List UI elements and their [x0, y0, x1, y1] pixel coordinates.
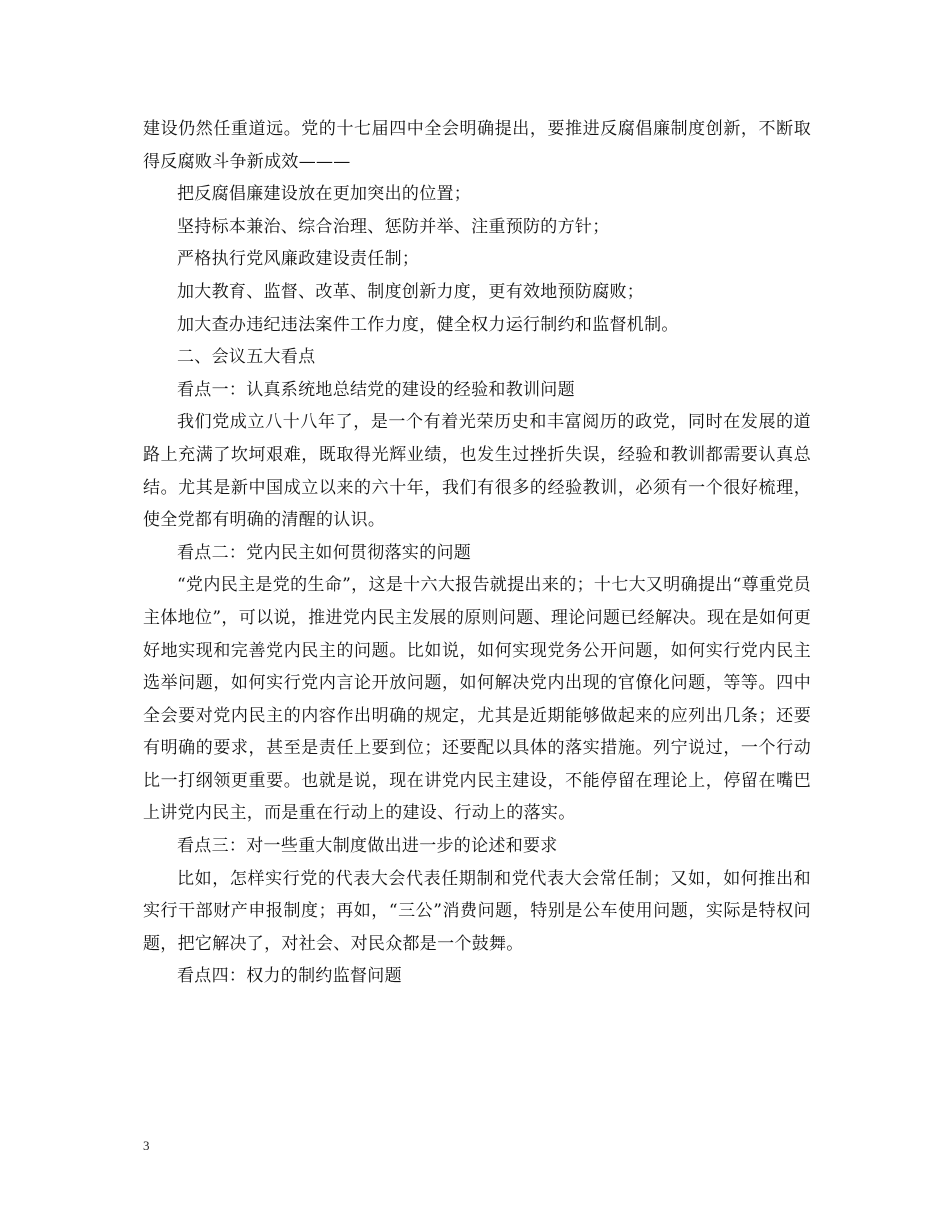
paragraph: 严格执行党风廉政建设责任制； [177, 249, 420, 270]
section-heading: 二、会议五大看点 [177, 347, 316, 368]
subheading: 看点三：对一些重大制度做出进一步的论述和要求 [177, 836, 558, 857]
subheading: 看点二：党内民主如何贯彻落实的问题 [177, 542, 472, 563]
document-body [143, 113, 811, 993]
subheading: 看点四：权力的制约监督问题 [177, 966, 402, 987]
paragraph: 加大教育、监督、改革、制度创新力度，更有效地预防腐败； [177, 281, 645, 302]
paragraph: 建设仍然任重道远。党的十七届四中全会明确提出，要推进反腐倡廉制度创新，不断取得反腐败斗争新成效——— [143, 119, 811, 172]
paragraph: 加大查办违纪违法案件工作力度，健全权力运行制约和监督机制。 [177, 314, 679, 335]
paragraph: 把反腐倡廉建设放在更加突出的位置； [177, 184, 472, 205]
paragraph: 坚持标本兼治、综合治理、惩防并举、注重预防的方针； [177, 216, 610, 237]
subheading: 看点一：认真系统地总结党的建设的经验和教训问题 [177, 379, 575, 400]
paragraph: 比如，怎样实行党的代表大会代表任期制和党代表大会常任制；又如，如何推出和实行干部财产申报制度；再如，“三公”消费问题，特别是公车使用问题，实际是特权问题，把它解决了，对社会、对民众都是一个鼓舞。 [143, 868, 811, 954]
page-number: 3 [143, 1138, 150, 1153]
paragraph: “党内民主是党的生命”，这是十六大报告就提出来的；十七大又明确提出“尊重党员主体地位”，可以说，推进党内民主发展的原则问题、理论问题已经解决。现在是如何更好地实现和完善党内民主的问题。比如说，如何实现党务公开问题，如何实行党内民主选举问题，如何实行党内言论开放问题，如何解决党内出现的官僚化问题，等等。四中全会要对党内民主的内容作出明确的规定，尤其是近期能够做起来的应列出几条；还要有明确的要求，甚至是责任上要到位；还要配以具体的落实措施。列宁说过，一个行动比一打纲领更重要。也就是说，现在讲党内民主建设，不能停留在理论上，停留在嘴巴上讲党内民主，而是重在行动上的建设、行动上的落实。 [143, 575, 811, 824]
paragraph: 我们党成立八十八年了，是一个有着光荣历史和丰富阅历的政党，同时在发展的道路上充满了坎坷艰难，既取得光辉业绩，也发生过挫折失误，经验和教训都需要认真总结。尤其是新中国成立以来的六十年，我们有很多的经验教训，必须有一个很好梳理，使全党都有明确的清醒的认识。 [143, 412, 811, 531]
